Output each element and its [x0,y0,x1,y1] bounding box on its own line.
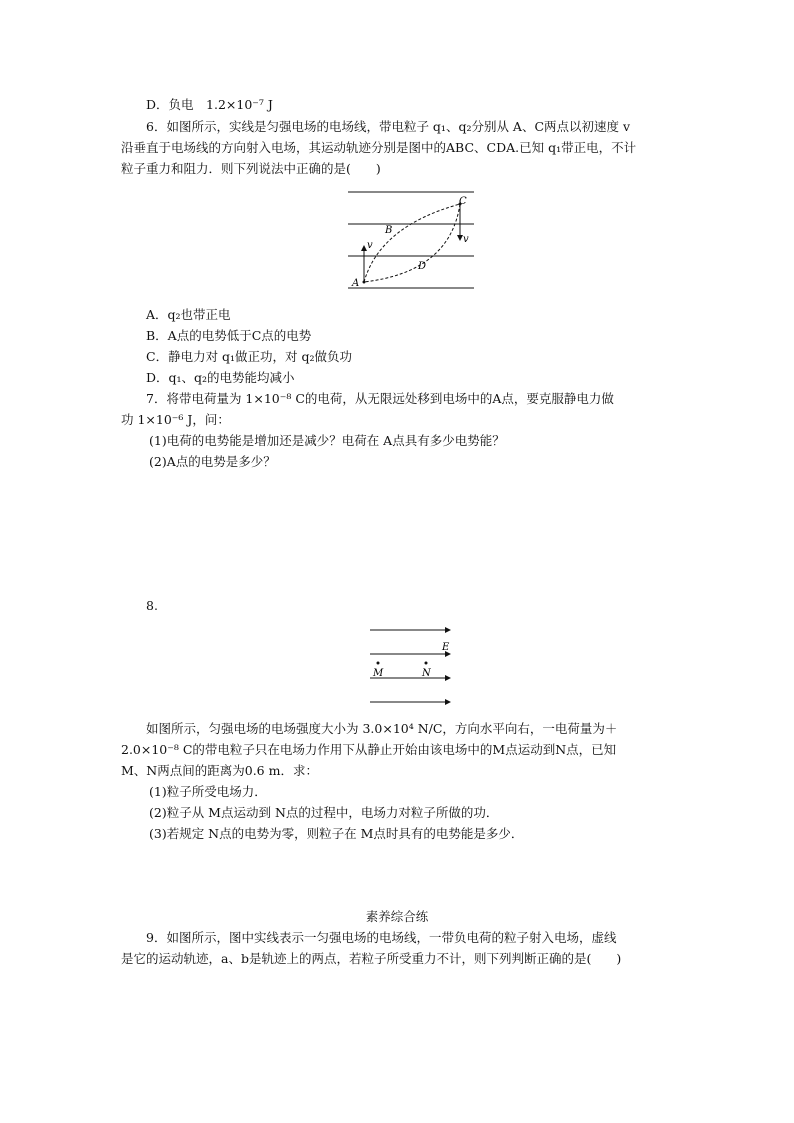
q6-label-v-right: v [463,234,469,245]
q6-trajectory-abc [364,204,460,282]
q8-stem-line1: 如图所示，匀强电场的电场强度大小为 3.0×10⁴ N/C，方向水平向右，一电荷量为＋ [146,721,618,736]
q8-label-n: N [422,668,431,679]
q8-label-m: M [373,668,384,679]
q8-stem-line2: 2.0×10⁻⁸ C的带电粒子只在电场力作用下从静止开始由该电场中的M点运动到N点，已知 [121,742,617,757]
q7-stem-line2: 功 1×10⁻⁶ J，问： [121,412,230,427]
q7-part-2: (2)A点的电势是多少？ [149,454,276,469]
q6-stem-line2: 沿垂直于电场线的方向射入电场，其运动轨迹分别是图中的ABC、CDA.已知 q₁带正电，不计 [121,140,637,155]
q6-stem-line1: 6．如图所示，实线是匀强电场的电场线，带电粒子 q₁、q₂分别从 A、C两点以初速度 v [146,119,631,134]
q7-part-1: (1)电荷的电势能是增加还是减少？电荷在 A点具有多少电势能？ [149,433,505,448]
q8-stem-line3: M、N两点间的距离为0.6 m．求： [121,763,318,778]
q6-option-b: B．A点的电势低于C点的电势 [146,328,312,343]
q6-figure [340,186,480,294]
q6-label-v-left: v [367,240,373,251]
q8-part-1: (1)粒子所受电场力． [149,784,267,799]
q8-point-n [425,662,428,665]
q8-part-3: (3)若规定 N点的电势为零，则粒子在 M点时具有的电势能是多少． [149,826,524,841]
q8-figure [362,620,462,712]
q6-stem-line3: 粒子重力和阻力．则下列说法中正确的是( ) [121,161,381,176]
q8-point-m [377,662,380,665]
q6-trajectory-cda [364,204,460,282]
q6-point-a [363,281,366,284]
q6-option-c: C．静电力对 q₁做正功，对 q₂做负功 [146,349,353,364]
q5-option-d: D．负电 1.2×10⁻⁷ J [146,97,273,112]
q9-stem-line2: 是它的运动轨迹，a、b是轨迹上的两点，若粒子所受重力不计，则下列判断正确的是( ) [121,951,622,966]
q6-label-a: A [352,278,360,289]
q8-label-e: E [442,642,450,653]
q7-stem-line1: 7．将带电荷量为 1×10⁻⁸ C的电荷，从无限远处移到电场中的A点，要克服静电力做 [146,391,614,406]
q6-option-d: D．q₁、q₂的电势能均减小 [146,370,295,385]
q8-number: 8. [146,598,158,613]
q6-label-b: B [385,225,393,236]
q8-part-2: (2)粒子从 M点运动到 N点的过程中，电场力对粒子所做的功． [149,805,499,820]
q6-label-c: C [459,196,467,207]
q6-option-a: A．q₂也带正电 [146,307,231,322]
q6-label-d: D [418,261,427,272]
q9-stem-line1: 9．如图所示，图中实线表示一匀强电场的电场线，一带负电荷的粒子射入电场，虚线 [146,930,617,945]
section-title: 素养综合练 [365,909,429,924]
